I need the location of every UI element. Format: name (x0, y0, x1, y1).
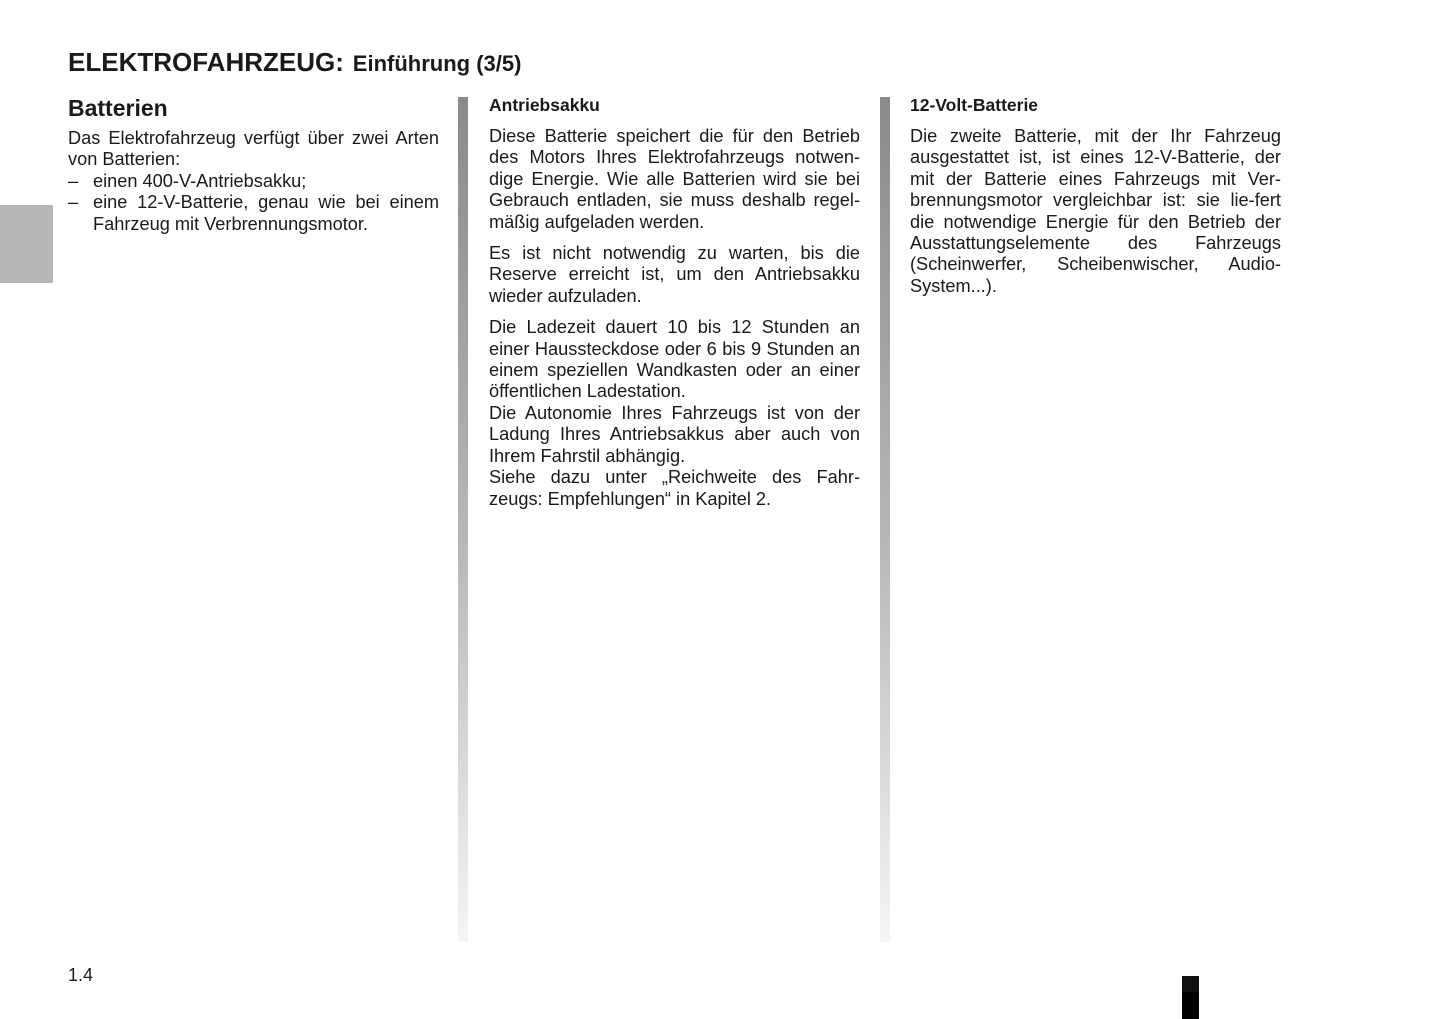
list-item: – eine 12-V-Batterie, genau wie bei einem Fahrzeug mit Verbrennungsmotor. (68, 192, 439, 235)
paragraph: Die Ladezeit dauert 10 bis 12 Stunden an einer Haussteckdose oder 6 bis 9 Stunden an einem speziellen Wandkasten oder an einer öffentlichen Ladestation. (489, 317, 860, 402)
intro-paragraph: Das Elektrofahrzeug verfügt über zwei Arten von Batterien: (68, 128, 439, 170)
page-edge-marker (1182, 976, 1199, 1019)
section-heading-batterien: Batterien (68, 95, 168, 121)
column-batterien (68, 95, 439, 235)
section-heading-antriebsakku: Antriebsakku (489, 95, 600, 115)
list-item: – einen 400-V-Antriebsakku; (68, 171, 439, 192)
column-divider-right (880, 97, 890, 942)
paragraph: Die Autonomie Ihres Fahrzeugs ist von der Ladung Ihres Antriebsakkus aber auch von Ihrem Fahrstil abhängig. (489, 402, 860, 466)
section-heading-12-volt-batterie: 12-Volt-Batterie (910, 95, 1039, 115)
page-title-main: ELEKTROFAHRZEUG: (68, 47, 344, 77)
paragraph: Es ist nicht notwendig zu warten, bis die Reserve erreicht ist, um den Antriebsakku wieder aufzuladen. (489, 243, 860, 306)
page-number: 1.4 (68, 965, 94, 985)
column-antriebsakku (489, 95, 860, 510)
paragraph: Die zweite Batterie, mit der Ihr Fahrzeug ausgestattet ist, ist eines 12-V-Batterie, der mit der Batterie eines Fahrzeugs mit Ver-brennungsmotor vergleichbar ist: sie lie-fert die notwendige Energie für den Betrieb der Ausstattungselemente des Fahrzeugs (Scheinwerfer, Scheibenwischer, Audio-System...). (910, 126, 1281, 296)
page-title (68, 44, 521, 76)
battery-types-list (68, 171, 439, 235)
chapter-tab-marker (0, 205, 53, 283)
column-12-volt-batterie (910, 95, 1281, 307)
paragraph: Diese Batterie speichert die für den Betrieb des Motors Ihres Elektrofahrzeugs notwen-dige Energie. Wie alle Batterien wird sie bei Gebrauch entladen, sie muss deshalb regel-mäßig aufgeladen werden. (489, 126, 860, 232)
paragraph: Siehe dazu unter „Reichweite des Fahr-zeugs: Empfehlungen“ in Kapitel 2. (489, 467, 860, 509)
page-title-sub: Einführung (3/5) (352, 51, 522, 76)
column-divider-left (458, 97, 468, 942)
